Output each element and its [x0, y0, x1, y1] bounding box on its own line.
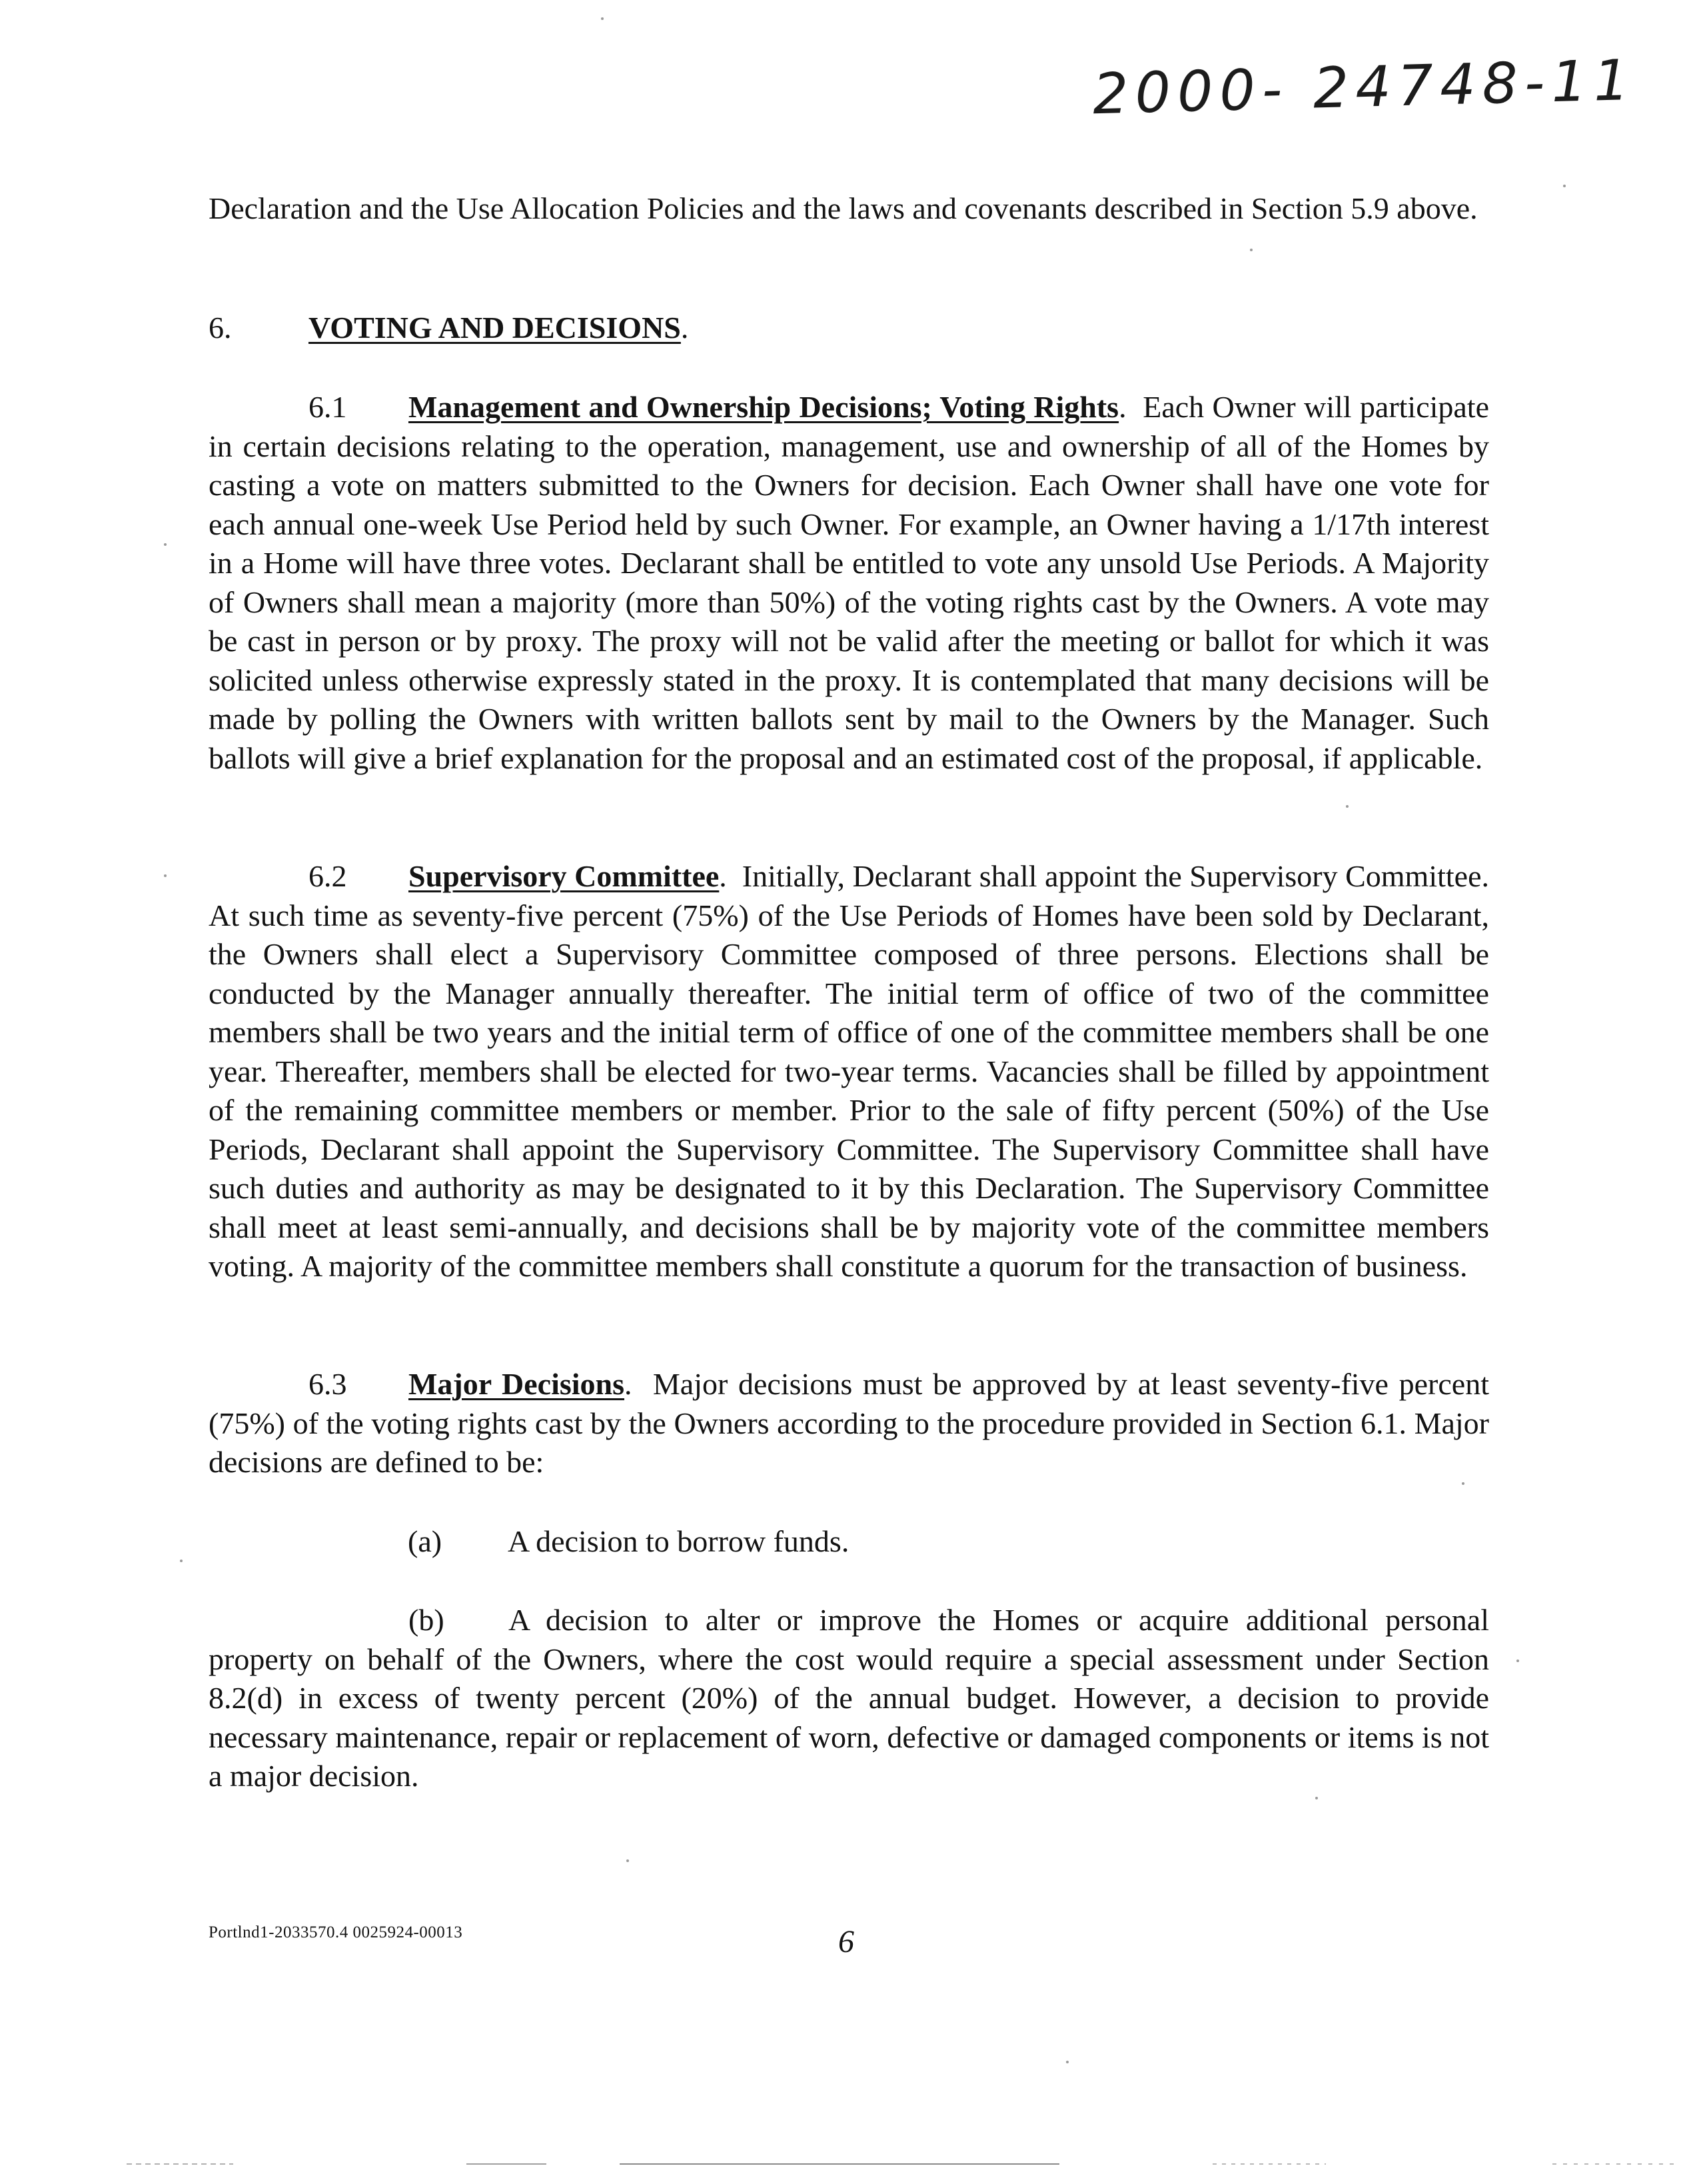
scan-speck [1516, 1659, 1519, 1662]
list-item-b [209, 1601, 1489, 1796]
scan-speck [1563, 185, 1566, 187]
section-6-3-body: Major decisions must be approved by at least seventy-five percent (75%) of the voting rights cast by the Owners according to the procedure provided in Section 6.1. Major decisions are defined to be: [209, 1367, 1489, 1479]
list-item-b-label: (b) [408, 1603, 444, 1637]
list-item-a-text: A decision to borrow funds. [508, 1524, 849, 1558]
scan-speck [626, 1859, 629, 1862]
scan-speck [1066, 2061, 1069, 2063]
section-6-number: 6. [209, 311, 232, 345]
section-6-heading: 6. VOTING AND DECISIONS. [209, 309, 688, 348]
section-6-2-title: Supervisory Committee [408, 859, 720, 893]
scan-speck [180, 1560, 183, 1562]
bottom-scan-artifact [0, 2161, 1695, 2167]
scan-speck [1250, 249, 1253, 251]
section-6-3-paragraph: 6.3 Major Decisions. Major decisions must be approved by at least seventy-five percent (75%) of the voting rights cast by the Owners according to the procedure provided in Section 6.1. Major decisions are defined to be: [209, 1365, 1489, 1482]
section-6-3-number: 6.3 [308, 1367, 347, 1401]
section-6-2-body: Initially, Declarant shall appoint the Supervisory Committee. At such time as seventy-five percent (75%) of the Use Periods of Homes have been sold by Declarant, the Owners shall elect a Supervisory Committee composed of three persons. Elections shall be conducted by the Manager annually thereafter. The initial term of office of two of the committee members shall be two years and the initial term of office of one of the committee members shall be one year. Thereafter, members shall be elected for two-year terms. Vacancies shall be filled by appointment of the remaining committee members or member. Prior to the sale of fifty percent (50%) of the Use Periods, Declarant shall appoint the Supervisory Committee. The Supervisory Committee shall have such duties and authority as may be designated to it by this Declaration. The Supervisory Committee shall meet at least semi-annually, and decisions shall be by majority vote of the committee members voting. A majority of the committee members shall constitute a quorum for the transaction of business. [209, 859, 1490, 1283]
footer-document-id: Portlnd1-2033570.4 0025924-00013 [209, 1923, 463, 1941]
scan-speck [164, 874, 167, 877]
scan-speck [1315, 1797, 1318, 1799]
section-6-3-title: Major Decisions [408, 1367, 625, 1401]
scan-speck [1346, 805, 1349, 808]
section-6-title: VOTING AND DECISIONS [308, 311, 681, 345]
scan-speck [601, 17, 604, 20]
footer-page-number: 6 [838, 1924, 854, 1959]
handwritten-reference-number: 2000- 24748-11 [1091, 47, 1637, 127]
scan-speck [164, 543, 167, 546]
section-6-1-title: Management and Ownership Decisions; Voting Rights [408, 390, 1119, 424]
section-6-1-number: 6.1 [308, 390, 347, 424]
scan-speck [1462, 1482, 1464, 1485]
section-6-2-number: 6.2 [308, 859, 347, 893]
list-item-b-text: A decision to alter or improve the Homes or acquire additional personal property on behalf of the Owners, where the cost would require a special assessment under Section 8.2(d) in excess of twenty percent (20%) of the annual budget. However, a decision to provide necessary maintenance, repair or replacement of worn, defective or damaged components or items is not a major decision. [209, 1603, 1489, 1793]
section-6-2-paragraph: 6.2 Supervisory Committee. Initially, Declarant shall appoint the Supervisory Committee. At such time as seventy-five percent (75%) of the Use Periods of Homes have been sold by Declarant, the Owners shall elect a Supervisory Committee composed of three persons. Elections shall be conducted by the Manager annually thereafter. The initial term of office of two of the committee members shall be two years and the initial term of office of one of the committee members shall be one year. Thereafter, members shall be elected for two-year terms. Vacancies shall be filled by appointment of the remaining committee members or member. Prior to the sale of fifty percent (50%) of the Use Periods, Declarant shall appoint the Supervisory Committee. The Supervisory Committee shall have such duties and authority as may be designated to it by this Declaration. The Supervisory Committee shall meet at least semi-annually, and decisions shall be by majority vote of the committee members voting. A majority of the committee members shall constitute a quorum for the transaction of business. [209, 857, 1489, 1286]
list-item-a [408, 1522, 849, 1562]
section-6-1-body: Each Owner will participate in certain decisions relating to the operation, management, use and ownership of all of the Homes by casting a vote on matters submitted to the Owners for decision. Each Owner shall have one vote for each annual one-week Use Period held by such Owner. For example, an Owner having a 1/17th interest in a Home will have three votes. Declarant shall be entitled to vote any unsold Use Periods. A Majority of Owners shall mean a majority (more than 50%) of the voting rights cast by the Owners. A vote may be cast in person or by proxy. The proxy will not be valid after the meeting or ballot for which it was solicited unless otherwise expressly stated in the proxy. It is contemplated that many decisions will be made by polling the Owners with written ballots sent by mail to the Owners by the Manager. Such ballots will give a brief explanation for the proposal and an estimated cost of the proposal, if applicable. [209, 390, 1490, 775]
list-item-a-label: (a) [408, 1524, 442, 1558]
intro-paragraph: Declaration and the Use Allocation Policies and the laws and covenants described in Section 5.9 above. [209, 191, 1478, 225]
section-6-1-paragraph: 6.1 Management and Ownership Decisions; Voting Rights. Each Owner will participate in certain decisions relating to the operation, management, use and ownership of all of the Homes by casting a vote on matters submitted to the Owners for decision. Each Owner shall have one vote for each annual one-week Use Period held by such Owner. For example, an Owner having a 1/17th interest in a Home will have three votes. Declarant shall be entitled to vote any unsold Use Periods. A Majority of Owners shall mean a majority (more than 50%) of the voting rights cast by the Owners. A vote may be cast in person or by proxy. The proxy will not be valid after the meeting or ballot for which it was solicited unless otherwise expressly stated in the proxy. It is contemplated that many decisions will be made by polling the Owners with written ballots sent by mail to the Owners by the Manager. Such ballots will give a brief explanation for the proposal and an estimated cost of the proposal, if applicable. [209, 388, 1489, 778]
